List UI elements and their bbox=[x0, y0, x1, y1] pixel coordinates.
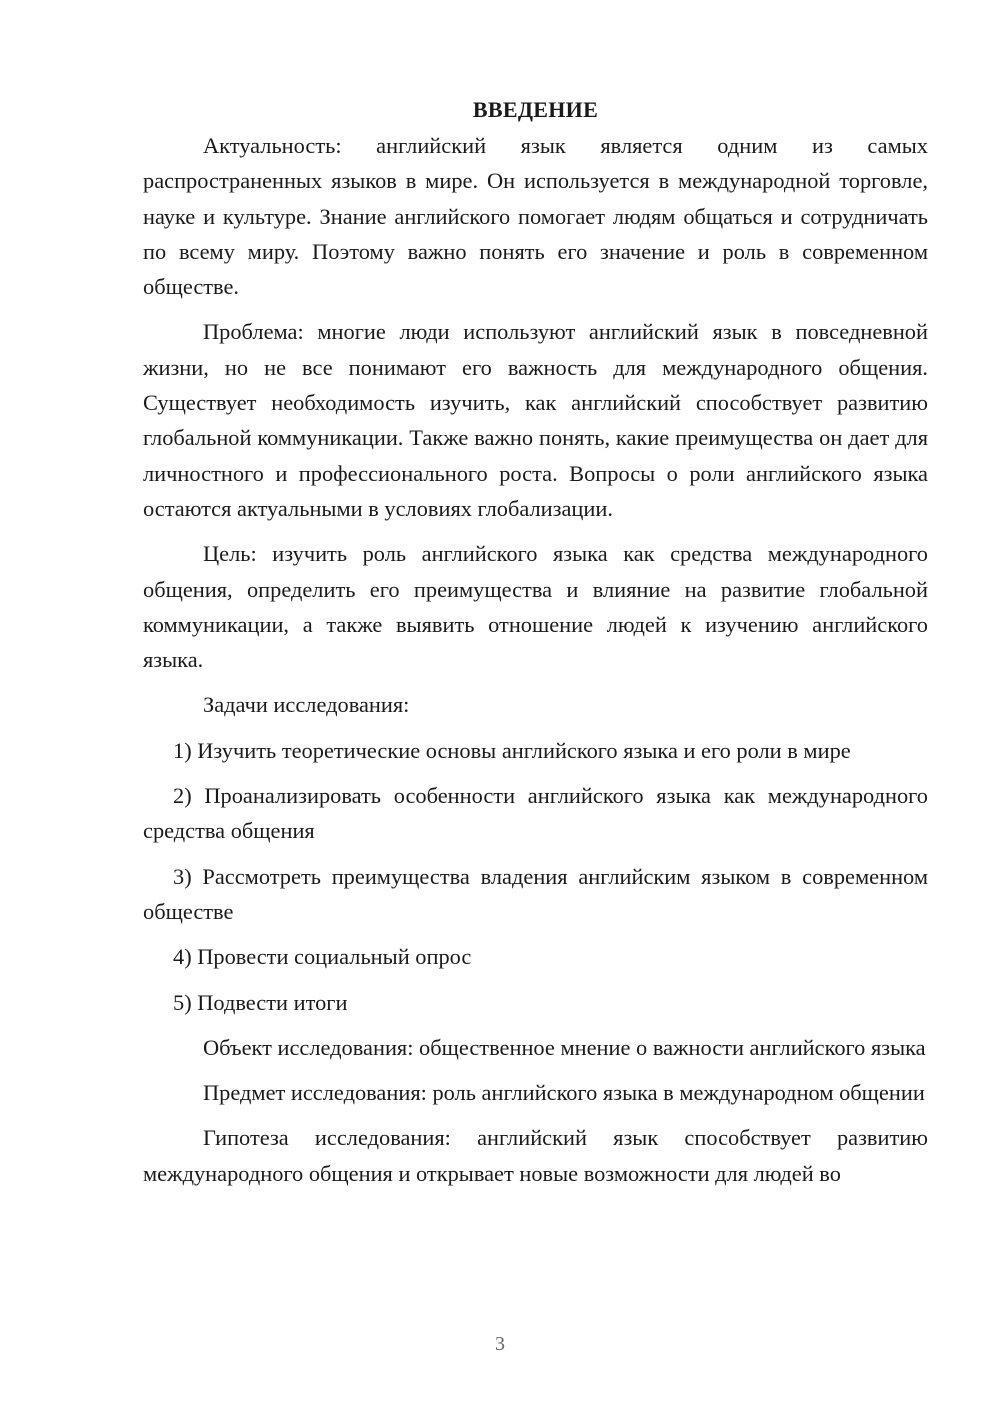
paragraph-relevance: Актуальность: английский язык является одним из самых распространенных языков в мире. Он используется в международной торговле, науке и культуре. Знание английского помогает людям общаться и сотрудничать по всему миру. Поэтому важно понять его значение и роль в современном обществе. bbox=[143, 133, 928, 300]
list-item: 5) Подвести итоги bbox=[173, 989, 348, 1015]
list-item: 2) Проанализировать особенности английского языка как международного средства общения bbox=[143, 783, 928, 844]
paragraph-tasks-heading: Задачи исследования: bbox=[203, 692, 410, 718]
paragraph-goal: Цель: изучить роль английского языка как средства международного общения, определить его преимущества и влияние на развитие глобальной коммуникации, а также выявить отношение людей к изучению английского языка. bbox=[143, 541, 928, 673]
page-number: 3 bbox=[495, 1333, 505, 1355]
list-item: 3) Рассмотреть преимущества владения английским языком в современном обществе bbox=[143, 863, 928, 924]
paragraph-object: Объект исследования: общественное мнение о важности английского языка bbox=[203, 1034, 926, 1060]
paragraph-hypothesis: Гипотеза исследования: английский язык способствует развитию международного общения и открывает новые возможности для людей во bbox=[143, 1125, 928, 1186]
list-item: 1) Изучить теоретические основы английского языка и его роли в мире bbox=[173, 737, 851, 763]
list-item: 4) Провести социальный опрос bbox=[173, 944, 472, 970]
page-title: ВВЕДЕНИЕ bbox=[472, 97, 599, 122]
paragraph-subject: Предмет исследования: роль английского языка в международном общении bbox=[203, 1080, 925, 1106]
document-page bbox=[143, 92, 928, 1201]
paragraph-problem: Проблема: многие люди используют английский язык в повседневной жизни, но не все понимают его важность для международного общения. Существует необходимость изучить, как английский способствует развитию глобальной коммуникации. Также важно понять, какие преимущества он дает для личностного и профессионального роста. Вопросы о роли английского языка остаются актуальными в условиях глобализации. bbox=[143, 319, 928, 521]
